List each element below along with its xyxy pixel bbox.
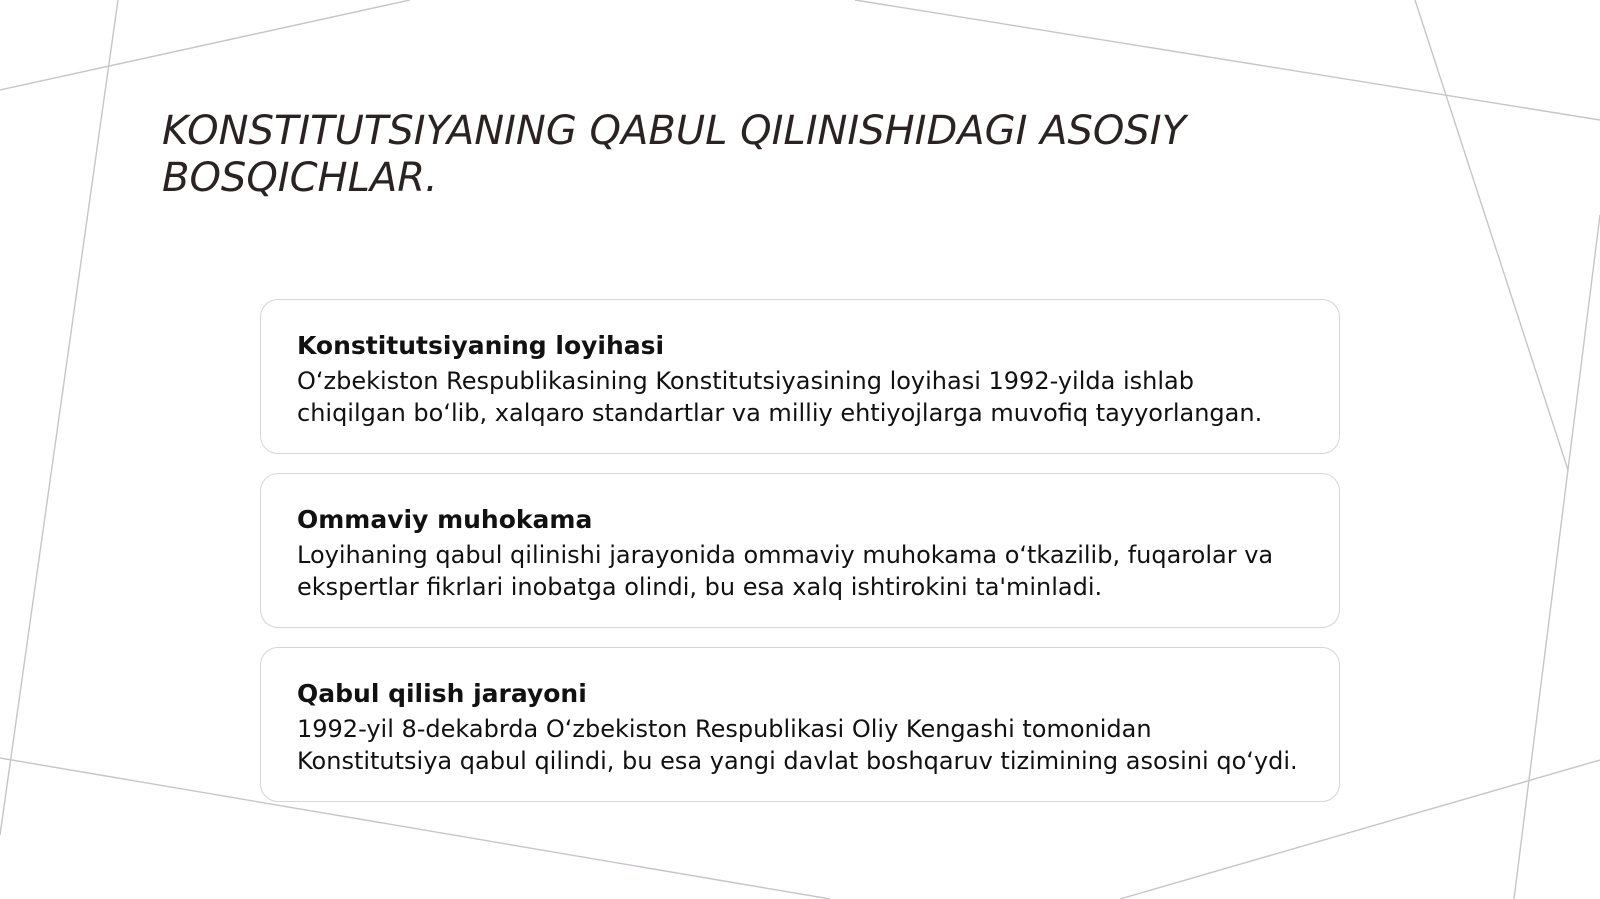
stage-card-list <box>260 299 1340 821</box>
card-text: 1992-yil 8-dekabrda O‘zbekiston Respublikasi Oliy Kengashi tomonidan Konstitutsiya qabul qilindi, bu esa yangi davlat boshqaruv tizimining asosini qo‘ydi. <box>297 715 1298 775</box>
decor-line <box>1415 0 1568 470</box>
stage-card-draft <box>260 299 1340 454</box>
card-heading: Qabul qilish jarayoni <box>297 679 587 708</box>
card-text: O‘zbekiston Respublikasining Konstitutsiyasining loyihasi 1992-yilda ishlab chiqilgan bo‘lib, xalqaro standartlar va milliy ehtiyojlarga muvofiq tayyorlangan. <box>297 367 1263 427</box>
decor-line <box>0 0 410 90</box>
card-text: Loyihaning qabul qilinishi jarayonida ommaviy muhokama o‘tkazilib, fuqarolar va ekspertlar fikrlari inobatga olindi, bu esa xalq ishtirokini ta'minladi. <box>297 541 1274 601</box>
card-heading: Konstitutsiyaning loyihasi <box>297 331 665 360</box>
decor-line <box>0 0 118 835</box>
stage-card-public-discussion <box>260 473 1340 628</box>
slide-title: KONSTITUTSIYANING QABUL QILINISHIDAGI ASOSIY BOSQICHLAR. <box>162 108 1187 201</box>
stage-card-adoption <box>260 647 1340 802</box>
card-heading: Ommaviy muhokama <box>297 505 593 534</box>
decor-line <box>855 0 1600 120</box>
decor-line <box>1514 215 1600 899</box>
